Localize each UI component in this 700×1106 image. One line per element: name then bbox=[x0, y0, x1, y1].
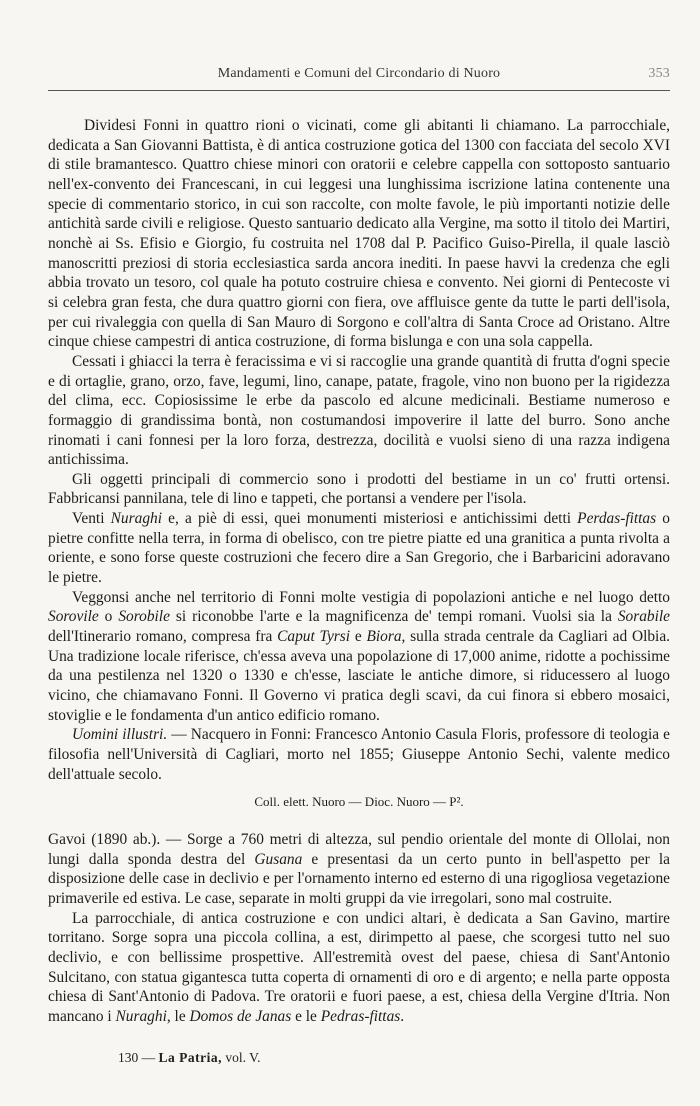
term-sorabile: Sorabile bbox=[617, 608, 671, 626]
fonni-paragraph-5: Veggonsi anche nel territorio di Fonni molte vestigia di popolazioni antiche e nel luogo detto Sorovile o Sorobile si riconobbe l'arte e la magnificenza de' tempi romani. Vuolsi sia la Sorabile dell'Itinerario romano, compresa fra Caput Tyrsi e Biora, sulla strada centrale da Cagliari ad Olbia. Una tradizione locale riferisce, ch'essa aveva una popolazione di 17,000 anime, ridotte a pochissime da una pestilenza nel 1320 o 1330 e ch'esse, lasciate le antiche dimore, si riducessero al luogo vicino, che chiamavano Fonni. Il Governo vi pratica degli scavi, da cui finora si ebbero mosaici, stoviglie e le fondamenta d'un antico edificio romano. bbox=[48, 588, 671, 724]
work-title: La Patria, bbox=[158, 1050, 222, 1065]
term-domos-de-janas: Domos de Janas bbox=[189, 1007, 292, 1025]
fonni-paragraph-4: Venti Nuraghi e, a piè di essi, quei monumenti misteriosi e antichissimi detti Perdas-fittas o pietre confitte nella terra, in forma di obelisco, con tre pietre piatte ed una granitica a punta rivolta a oriente, e sono forse queste costruzioni che fecero dire a San Gregorio, che i Barbaricini adoravano le pietre. bbox=[48, 510, 670, 587]
term-sorobile: Sorobile bbox=[118, 608, 170, 626]
running-head bbox=[48, 66, 670, 82]
header-rule bbox=[48, 90, 670, 91]
term-pedras-fittas: Pedras-fittas bbox=[320, 1007, 401, 1025]
section-label-uomini-illustri: Uomini illustri. bbox=[72, 726, 168, 744]
page-body bbox=[48, 116, 670, 1027]
term-nuraghi-2: Nuraghi bbox=[115, 1007, 167, 1025]
term-perdas-fittas: Perdas-fittas bbox=[577, 510, 657, 528]
signature-number: 130 bbox=[118, 1050, 139, 1065]
fonni-paragraph-3: Gli oggetti principali di commercio sono i prodotti del bestiame in un co' frutti ortensi. Fabbricansi pannilana, tele di lino e tappeti, che portansi a vendere per l'isola. bbox=[48, 470, 670, 508]
volume-label: vol. V. bbox=[222, 1050, 261, 1065]
printer-signature: 130 — La Patria, vol. V. bbox=[118, 1050, 261, 1065]
gavoi-paragraph-2: La parrocchiale, di antica costruzione e con undici altari, è dedicata a San Gavino, martire torritano. Sorge sopra una piccola collina, a est, dirimpetto al paese, che scorgesi tutto nel suo declivio, e con bellissime prospettive. All'estremità ovest del paese, chiesa di Sant'Antonio Sulcitano, con statua gigantesca tutta coperta di ornamenti di oro e di argento; e nella parte opposta chiesa di Sant'Antonio di Padova. Tre oratorii e fuori paese, a est, chiesa della Vergine d'Itria. Non mancano i Nuraghi, le Domos de Janas e le Pedras-fittas. bbox=[48, 909, 670, 1025]
term-biora: Biora bbox=[366, 628, 402, 646]
term-sorovile: Sorovile bbox=[48, 608, 99, 626]
gavoi-paragraph-1: Gavoi (1890 ab.). — Sorge a 760 metri di altezza, sul pendio orientale del monte di Ollolai, non lungi dalla sponda destra del Gusana e presentasi da un certo punto in bell'aspetto per la disposizione delle case in declivio e per l'ornamento interno ed esterno di una rigogliosa vegetazione primaverile ed estiva. Le case, separate in molti gruppi da vie irregolari, sono mal costruite. bbox=[48, 830, 670, 907]
fonni-paragraph-1: Dividesi Fonni in quattro rioni o vicinati, come gli abitanti li chiamano. La parrocchiale, dedicata a San Giovanni Battista, è di antica costruzione gotica del 1300 con facciata del secolo XVI di stile bramantesco. Quattro chiese minori con oratorii e celebre cappella con sottoposto santuario nell'ex-convento dei Francescani, in cui leggesi una lunghissima iscrizione latina contenente una specie di commentario storico, in cui son raccolte, con molte favole, le più importanti notizie delle antichità sarde civili e religiose. Questo santuario dedicato alla Vergine, ma sotto il titolo dei Martiri, nonchè ai Ss. Efisio e Giorgio, fu costruita nel 1708 dal P. Pacifico Guiso-Pirella, il quale lasciò manoscritti preziosi di storia ecclesiastica sarda ancora inediti. In paese havvi la credenza che egli abbia trovato un tesoro, col quale ha potuto costruire chiesa e convento. Nei giorni di Pentecoste vi si celebra gran festa, che dura quattro giorni con fiera, ove affluisce gente da tutte le parti dell'isola, per cui rivaleggia con quella di San Mauro di Sorgono e coll'altra di Santa Croce ad Oristano. Altre cinque chiese campestri di antica costruzione, di forma bislunga e con una sola cappella. bbox=[48, 117, 670, 351]
term-caput-tyrsi: Caput Tyrsi bbox=[277, 628, 351, 646]
fonni-electoral-info: Coll. elett. Nuoro — Dioc. Nuoro — P². bbox=[254, 794, 464, 810]
page-number: 353 bbox=[648, 66, 670, 81]
running-head-title: Mandamenti e Comuni del Circondario di Nuoro bbox=[217, 66, 501, 81]
term-nuraghi: Nuraghi bbox=[110, 510, 162, 528]
term-gusana: Gusana bbox=[254, 850, 303, 868]
fonni-paragraph-6: Uomini illustri. — Nacquero in Fonni: Francesco Antonio Casula Floris, professore di teologia e filosofia nell'Università di Cagliari, morto nel 1855; Giuseppe Antonio Sechi, valente medico dell'attuale secolo. bbox=[48, 726, 670, 783]
fonni-paragraph-2: Cessati i ghiacci la terra è feracissima e vi si raccoglie una grande quantità di frutta d'ogni specie e di ortaglie, grano, orzo, fave, legumi, lino, canape, patate, fragole, vino non buono per la rigidezza del clima, ecc. Copiosissime le erbe da pascolo ed alcune medicinali. Bestiame numeroso e formaggio di grandissima bontà, non costumandosi impoverire il latte del burro. Sono anche rinomati i cani fonnesi per la loro forza, destrezza, docilità e vuolsi sieno di una razza indigena antichissima. bbox=[48, 352, 670, 469]
